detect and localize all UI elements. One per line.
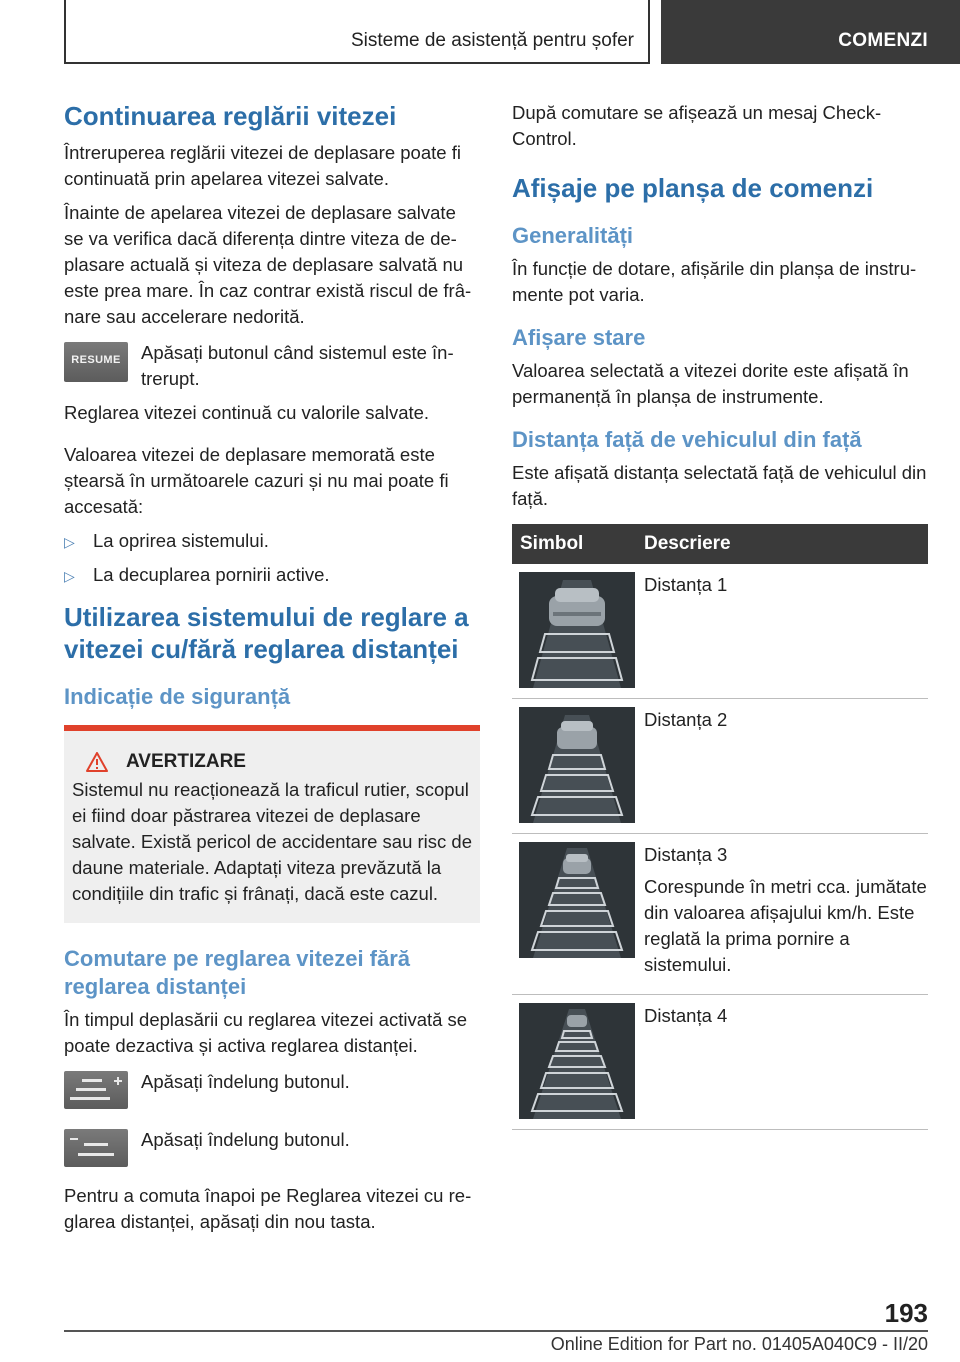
table-cell-description <box>644 572 928 688</box>
triangle-bullet-icon: ▷ <box>64 534 75 550</box>
distance-label: Distanța 3 <box>644 844 728 865</box>
paragraph: În timpul deplasării cu reglarea vitezei activată se poate dezactiva și activa reglarea distanței. <box>64 1009 468 1056</box>
table-row <box>512 995 928 1130</box>
paragraph: După comutare se afișează un mesaj Check-Control. <box>512 102 882 149</box>
distance-plus-text: Apăsați îndelung butonul. <box>141 1071 350 1092</box>
distance-label: Distanța 4 <box>644 1005 728 1026</box>
header-section-title: Sisteme de asistență pentru șofer <box>350 30 634 51</box>
paragraph: Valoarea selectată a vitezei dorite este afișată în permanență în planșa de instrumente. <box>512 360 909 407</box>
list-item: ▷ La decuplarea pornirii active. <box>64 562 480 589</box>
distance-plus-instruction <box>64 1069 480 1109</box>
table-cell-symbol <box>512 707 644 823</box>
left-column <box>64 100 480 1243</box>
header-section-box <box>64 0 650 64</box>
distance-2-icon <box>519 707 635 823</box>
table-row <box>512 699 928 834</box>
warning-box <box>64 725 480 923</box>
heading-safety: Indicație de siguranță <box>64 684 291 709</box>
table-header-description: Descriere <box>644 533 731 554</box>
heading-display: Afișaje pe planșa de comenzi <box>512 173 874 203</box>
paragraph: Este afișată distanța selectată față de vehiculul din față. <box>512 462 927 509</box>
page-number: 193 <box>884 1298 928 1328</box>
table-cell-symbol <box>512 1003 644 1119</box>
paragraph: Reglarea vitezei continuă cu valorile salvate. <box>64 402 430 423</box>
heading-general: Generalități <box>512 223 634 248</box>
table-header <box>512 524 928 564</box>
distance-minus-button-icon <box>64 1129 128 1167</box>
resume-button-label: RESUME <box>71 354 121 366</box>
triangle-bullet-icon: ▷ <box>64 568 75 584</box>
table-cell-description <box>644 842 928 984</box>
table-row <box>512 834 928 995</box>
distance-label: Distanța 2 <box>644 709 728 730</box>
heading-continuation: Continuarea reglării vitezei <box>64 101 397 131</box>
table-cell-description <box>644 707 928 823</box>
distance-label: Distanța 1 <box>644 574 728 595</box>
warning-triangle-icon <box>86 752 108 772</box>
paragraph: Înainte de apelarea vitezei de deplasare salvate se va verifica dacă diferența dintre viteza de deplasare actuală și viteza de deplasare salvată nu este prea mare. În caz contrar există riscul de frânare sau accelerare nedorită. <box>64 202 472 327</box>
bullet-list <box>64 528 480 589</box>
table-cell-symbol <box>512 572 644 688</box>
list-item: ▷ La oprirea sistemului. <box>64 528 480 555</box>
paragraph: Întreruperea reglării vitezei de deplasare poate fi continuată prin apelarea vitezei salvate. <box>64 142 461 189</box>
distance-minus-instruction <box>64 1127 480 1167</box>
distance-note: Corespunde în metri cca. jumătate din valoarea afișajului km/h. Este reglată la prima pornire a sistemului. <box>644 876 927 975</box>
warning-text: Sistemul nu reacționează la traficul rutier, scopul ei fiind doar păstrarea vitezei de deplasare salvate. Există pericol de accidentare sau risc de daune materiale. Adaptați viteza prevăzută la condițiile din trafic și frânați, dacă este cazul. <box>72 779 473 904</box>
resume-instruction <box>64 340 480 392</box>
header-chapter-tab[interactable] <box>661 0 960 64</box>
right-column <box>512 100 928 1130</box>
distance-4-icon <box>519 1003 635 1119</box>
table-header-symbol: Simbol <box>520 533 584 554</box>
paragraph: Pentru a comuta înapoi pe Reglarea vitezei cu reglarea distanței, apăsați din nou tasta. <box>64 1185 472 1232</box>
header-chapter-label: COMENZI <box>838 30 928 51</box>
distance-minus-text: Apăsați îndelung butonul. <box>141 1129 350 1150</box>
heading-distance: Distanța față de vehiculul din față <box>512 427 862 452</box>
heading-switch: Comutare pe reglarea vitezei fără reglarea distanței <box>64 946 411 999</box>
heading-status: Afișare stare <box>512 325 646 350</box>
distance-3-icon <box>519 842 635 958</box>
distance-plus-button-icon <box>64 1071 128 1109</box>
heading-usage: Utilizarea sistemului de reglare a vitezei cu/fără reglarea distanței <box>64 602 469 664</box>
table-row <box>512 564 928 699</box>
distance-table <box>512 524 928 1130</box>
footer-divider <box>64 1330 928 1332</box>
table-cell-description <box>644 1003 928 1119</box>
paragraph: Valoarea vitezei de deplasare memorată este ștearsă în următoarele cazuri și nu mai poate fi accesată: <box>64 444 449 517</box>
warning-title: AVERTIZARE <box>126 751 246 772</box>
table-cell-symbol <box>512 842 644 984</box>
resume-instruction-text: Apăsați butonul când sistemul este întrerupt. <box>141 342 454 389</box>
footer-edition-text: Online Edition for Part no. 01405A040C9 - II/20 <box>550 1334 928 1354</box>
page-header <box>0 0 960 66</box>
warning-title-row <box>72 751 472 773</box>
paragraph: În funcție de dotare, afișările din planșa de instrumente pot varia. <box>512 258 917 305</box>
distance-1-icon <box>519 572 635 688</box>
resume-button-icon <box>64 342 128 382</box>
